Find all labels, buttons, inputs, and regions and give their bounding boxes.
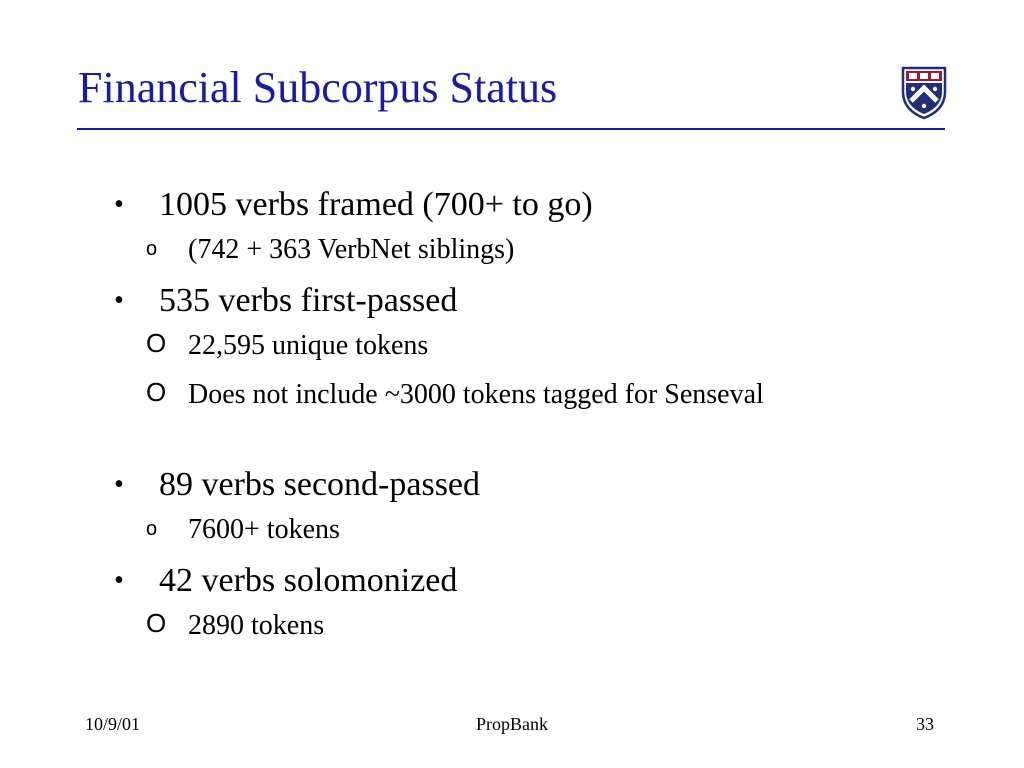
sub-bullet-text: 22,595 unique tokens bbox=[188, 330, 429, 361]
footer-date: 10/9/01 bbox=[85, 714, 141, 734]
bullet-text: 42 verbs solomonized bbox=[159, 562, 458, 599]
bullet-icon: • bbox=[114, 285, 124, 316]
bullet-item bbox=[0, 466, 1024, 513]
bullet-list bbox=[0, 186, 1024, 658]
slide-title: Financial Subcorpus Status bbox=[78, 63, 558, 112]
sub-bullet-icon: o bbox=[146, 518, 158, 540]
sub-bullet-item bbox=[0, 378, 1024, 466]
sub-bullet-icon: O bbox=[146, 608, 167, 638]
bullet-item bbox=[0, 186, 1024, 233]
bullet-item bbox=[0, 282, 1024, 329]
sub-bullet-text: 7600+ tokens bbox=[188, 514, 340, 545]
bullet-text: 535 verbs first-passed bbox=[159, 282, 458, 319]
bullet-icon: • bbox=[114, 469, 124, 500]
sub-bullet-item bbox=[0, 329, 1024, 378]
sub-bullet-icon: O bbox=[146, 328, 167, 358]
university-shield-icon bbox=[900, 66, 948, 120]
bullet-icon: • bbox=[114, 565, 124, 596]
bullet-text: 1005 verbs framed (700+ to go) bbox=[159, 186, 593, 223]
sub-bullet-text: (742 + 363 VerbNet siblings) bbox=[188, 234, 515, 265]
bullet-icon: • bbox=[114, 189, 124, 220]
sub-bullet-item bbox=[0, 233, 1024, 282]
sub-bullet-icon: o bbox=[146, 238, 158, 260]
footer-title: PropBank bbox=[476, 714, 548, 734]
sub-bullet-item bbox=[0, 609, 1024, 658]
sub-bullet-item bbox=[0, 513, 1024, 562]
bullet-item bbox=[0, 562, 1024, 609]
sub-bullet-text: Does not include ~3000 tokens tagged for Senseval bbox=[188, 379, 764, 410]
sub-bullet-text: 2890 tokens bbox=[188, 610, 325, 641]
title-divider bbox=[77, 128, 945, 130]
page-number: 33 bbox=[916, 714, 934, 734]
bullet-text: 89 verbs second-passed bbox=[159, 466, 481, 503]
sub-bullet-icon: O bbox=[146, 377, 167, 407]
